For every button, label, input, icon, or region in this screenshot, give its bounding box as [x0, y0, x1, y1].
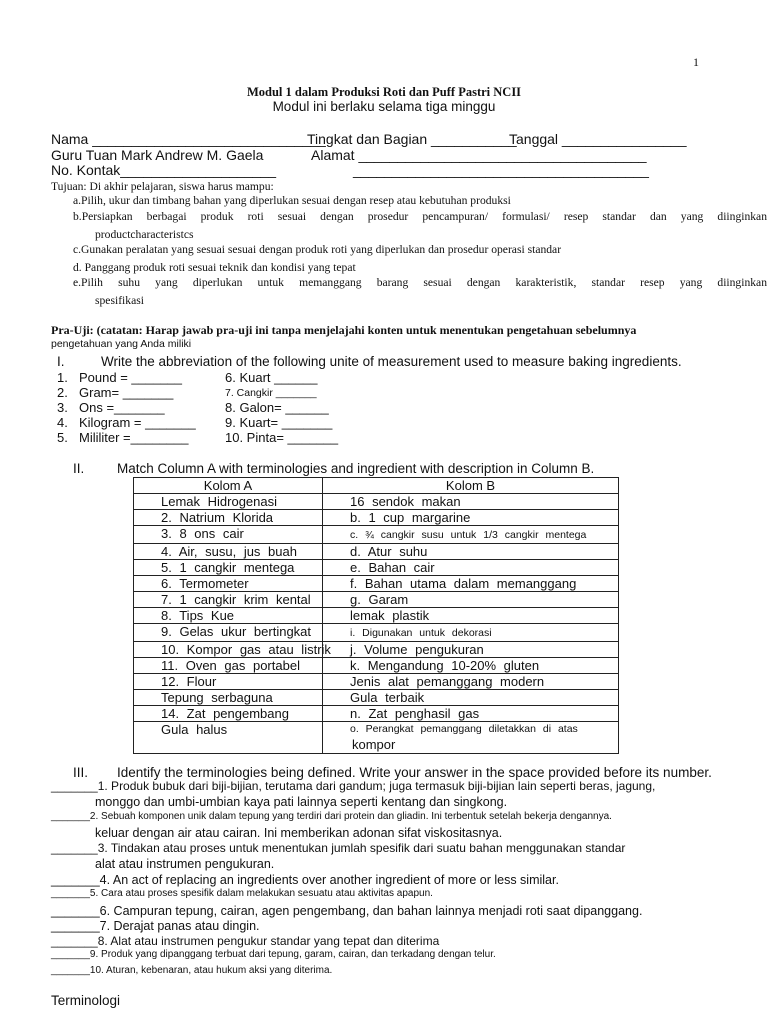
column-a-cell: 6. Termometer [134, 576, 323, 592]
section3-instruction: Identify the terminologies being defined. Write your answer in the space provided before its number. [117, 765, 712, 780]
column-b-cell: Jenis alat pemanggang modern [323, 674, 619, 690]
question-7[interactable]: _______7. Derajat panas atau dingin. [51, 919, 260, 933]
column-b-cell: lemak plastik [323, 608, 619, 624]
column-b-cell: 16 sendok makan [323, 494, 619, 510]
table-row [134, 658, 619, 674]
question-2[interactable]: _______2. Sebuah komponen unik dalam tepung yang terdiri dari protein dan gliadin. Ini terbentuk setelah bekerja dengannya. [51, 811, 612, 822]
objective-c: c.Gunakan peralatan yang sesuai sesuai dengan produk roti yang diperlukan dan prosedur operasi standar [73, 243, 562, 256]
column-b-cell: Gula terbaik [323, 690, 619, 706]
column-a-header: Kolom A [134, 478, 323, 494]
pretest-note: pengetahuan yang Anda miliki [51, 338, 192, 350]
unit-number: 2. [57, 385, 68, 400]
table-row [134, 690, 619, 706]
question-3-continued: alat atau instrumen pengukuran. [95, 857, 275, 871]
module-subtitle: Modul ini berlaku selama tiga minggu [272, 99, 496, 114]
column-b-text: c. ¾ cangkir susu untuk 1/3 cangkir mentega [350, 529, 587, 541]
section2-number: II. [73, 461, 85, 476]
column-a-cell: 4. Air, susu, jus buah [134, 544, 323, 560]
matching-table [133, 477, 619, 754]
unit-number: 1. [57, 370, 68, 385]
column-b-cell: n. Zat penghasil gas [323, 706, 619, 722]
column-b-cell [323, 624, 619, 642]
unit-item[interactable]: 9. Kuart= _______ [225, 415, 333, 430]
column-a-cell: 8. Tips Kue [134, 608, 323, 624]
column-b-text: i. Digunakan untuk dekorasi [350, 627, 492, 639]
unit-item[interactable]: Mililiter =________ [79, 430, 189, 445]
objective-e: e.Pilih suhu yang diperlukan untuk memanggang barang sesuai dengan karakteristik, standar resep yang diinginkan [73, 276, 767, 289]
question-8[interactable]: _______8. Alat atau instrumen pengukur standar yang tepat dan diterima [51, 934, 440, 948]
objectives-intro: Tujuan: Di akhir pelajaran, siswa harus mampu: [51, 180, 274, 193]
objective-e-continued: spesifikasi [95, 294, 144, 307]
unit-item[interactable]: 7. Cangkir _______ [225, 387, 317, 399]
question-2-continued: keluar dengan air atau cairan. Ini memberikan adonan sifat viskositasnya. [95, 826, 503, 840]
date-field[interactable]: Tanggal ________________ [509, 131, 687, 147]
section3-number: III. [73, 765, 89, 780]
column-a-cell: Lemak Hidrogenasi [134, 494, 323, 510]
name-field[interactable]: Nama ______________________________ [51, 131, 326, 147]
column-a-cell: Gula halus [134, 722, 323, 754]
table-row [134, 722, 619, 754]
unit-item[interactable]: Kilogram = _______ [79, 415, 196, 430]
table-row [134, 608, 619, 624]
objective-a: a.Pilih, ukur dan timbang bahan yang diperlukan sesuai dengan resep atau kebutuhan produksi [73, 194, 511, 207]
column-b-header: Kolom B [323, 478, 619, 494]
question-1-continued: monggo dan umbi-umbian kaya pati lainnya seperti kentang dan singkong. [95, 795, 508, 809]
column-b-cell: d. Atur suhu [323, 544, 619, 560]
unit-number: 4. [57, 415, 68, 430]
page-number: 1 [693, 55, 699, 69]
question-3[interactable]: _______3. Tindakan atau proses untuk menentukan jumlah spesifik dari suatu bahan menggunakan standar [51, 841, 626, 855]
column-a-cell: 9. Gelas ukur bertingkat [134, 624, 323, 642]
table-row [134, 494, 619, 510]
objective-b: b.Persiapkan berbagai produk roti sesuai dengan prosedur pencampuran/ formulasi/ resep standar dan yang diinginkan [73, 210, 767, 223]
column-b-cell: k. Mengandung 10-20% gluten [323, 658, 619, 674]
section1-number: I. [57, 354, 65, 369]
question-5[interactable]: _______5. Cara atau proses spesifik dalam melakukan sesuatu atau aktivitas apapun. [51, 888, 433, 899]
column-b-cell: e. Bahan cair [323, 560, 619, 576]
table-row [134, 526, 619, 544]
column-a-cell: 12. Flour [134, 674, 323, 690]
column-a-cell: 11. Oven gas portabel [134, 658, 323, 674]
column-b-cell: f. Bahan utama dalam memanggang [323, 576, 619, 592]
column-a-cell: 7. 1 cangkir krim kental [134, 592, 323, 608]
question-4[interactable]: _______4. An act of replacing an ingredients over another ingredient of more or less similar. [51, 873, 559, 887]
column-a-cell: Tepung serbaguna [134, 690, 323, 706]
unit-item[interactable]: 8. Galon= ______ [225, 400, 329, 415]
table-row [134, 674, 619, 690]
column-a-cell: 14. Zat pengembang [134, 706, 323, 722]
column-a-cell: 5. 1 cangkir mentega [134, 560, 323, 576]
column-b-cell: g. Garam [323, 592, 619, 608]
question-9[interactable]: _______9. Produk yang dipanggang terbuat dari tepung, garam, cairan, dan terkadang dengan telur. [51, 949, 496, 960]
column-b-cell: b. 1 cup margarine [323, 510, 619, 526]
table-row [134, 706, 619, 722]
teacher-name: Guru Tuan Mark Andrew M. Gaela [51, 147, 264, 163]
column-b-cell [323, 526, 619, 544]
column-a-cell: 10. Kompor gas atau listrik [134, 642, 323, 658]
unit-number: 3. [57, 400, 68, 415]
unit-item[interactable]: 6. Kuart ______ [225, 370, 318, 385]
column-b-text: kompor [352, 737, 396, 752]
terminology-heading: Terminologi [51, 993, 121, 1008]
module-title: Modul 1 dalam Produksi Roti dan Puff Pastri NCII [246, 85, 522, 99]
address-field[interactable]: Alamat _____________________________________ [311, 147, 647, 163]
table-row [134, 544, 619, 560]
grade-section-field[interactable]: Tingkat dan Bagian ___________ [307, 131, 517, 147]
column-a-cell: 2. Natrium Klorida [134, 510, 323, 526]
objective-b-continued: productcharacteristcs [95, 228, 194, 241]
table-row [134, 592, 619, 608]
unit-item[interactable]: 10. Pinta= _______ [225, 430, 339, 445]
column-b-cell [323, 722, 619, 754]
unit-item[interactable]: Gram= _______ [79, 385, 174, 400]
column-b-cell: j. Volume pengukuran [323, 642, 619, 658]
contact-field[interactable]: No. Kontak____________________ [51, 162, 276, 178]
column-b-text: o. Perangkat pemanggang diletakkan di atas [350, 723, 578, 735]
question-10[interactable]: _______10. Aturan, kebenaran, atau hukum aksi yang diterima. [51, 965, 333, 976]
question-6[interactable]: _______6. Campuran tepung, cairan, agen pengembang, dan bahan lainnya menjadi roti saat dipanggang. [51, 904, 643, 918]
table-row [134, 624, 619, 642]
table-row [134, 560, 619, 576]
pretest-heading: Pra-Uji: (catatan: Harap jawab pra-uji ini tanpa menjelajahi konten untuk menentukan pengetahuan sebelumnya [51, 323, 637, 337]
section2-instruction: Match Column A with terminologies and ingredient with description in Column B. [117, 461, 595, 476]
table-header-row [134, 478, 619, 494]
table-row [134, 576, 619, 592]
table-row [134, 510, 619, 526]
extra-field[interactable]: ______________________________________ [353, 162, 649, 178]
table-row [134, 642, 619, 658]
section1-instruction: Write the abbreviation of the following unite of measurement used to measure baking ingredients. [101, 354, 682, 369]
objective-d: d. Panggang produk roti sesuai teknik dan kondisi yang tepat [73, 261, 356, 274]
unit-number: 5. [57, 430, 68, 445]
unit-item[interactable]: Pound = _______ [79, 370, 183, 385]
unit-item[interactable]: Ons =_______ [79, 400, 165, 415]
column-a-cell: 3. 8 ons cair [134, 526, 323, 544]
question-1[interactable]: _______1. Produk bubuk dari biji-bijian, terutama dari gandum; juga termasuk biji-bijian lain seperti beras, jagung, [51, 779, 656, 793]
